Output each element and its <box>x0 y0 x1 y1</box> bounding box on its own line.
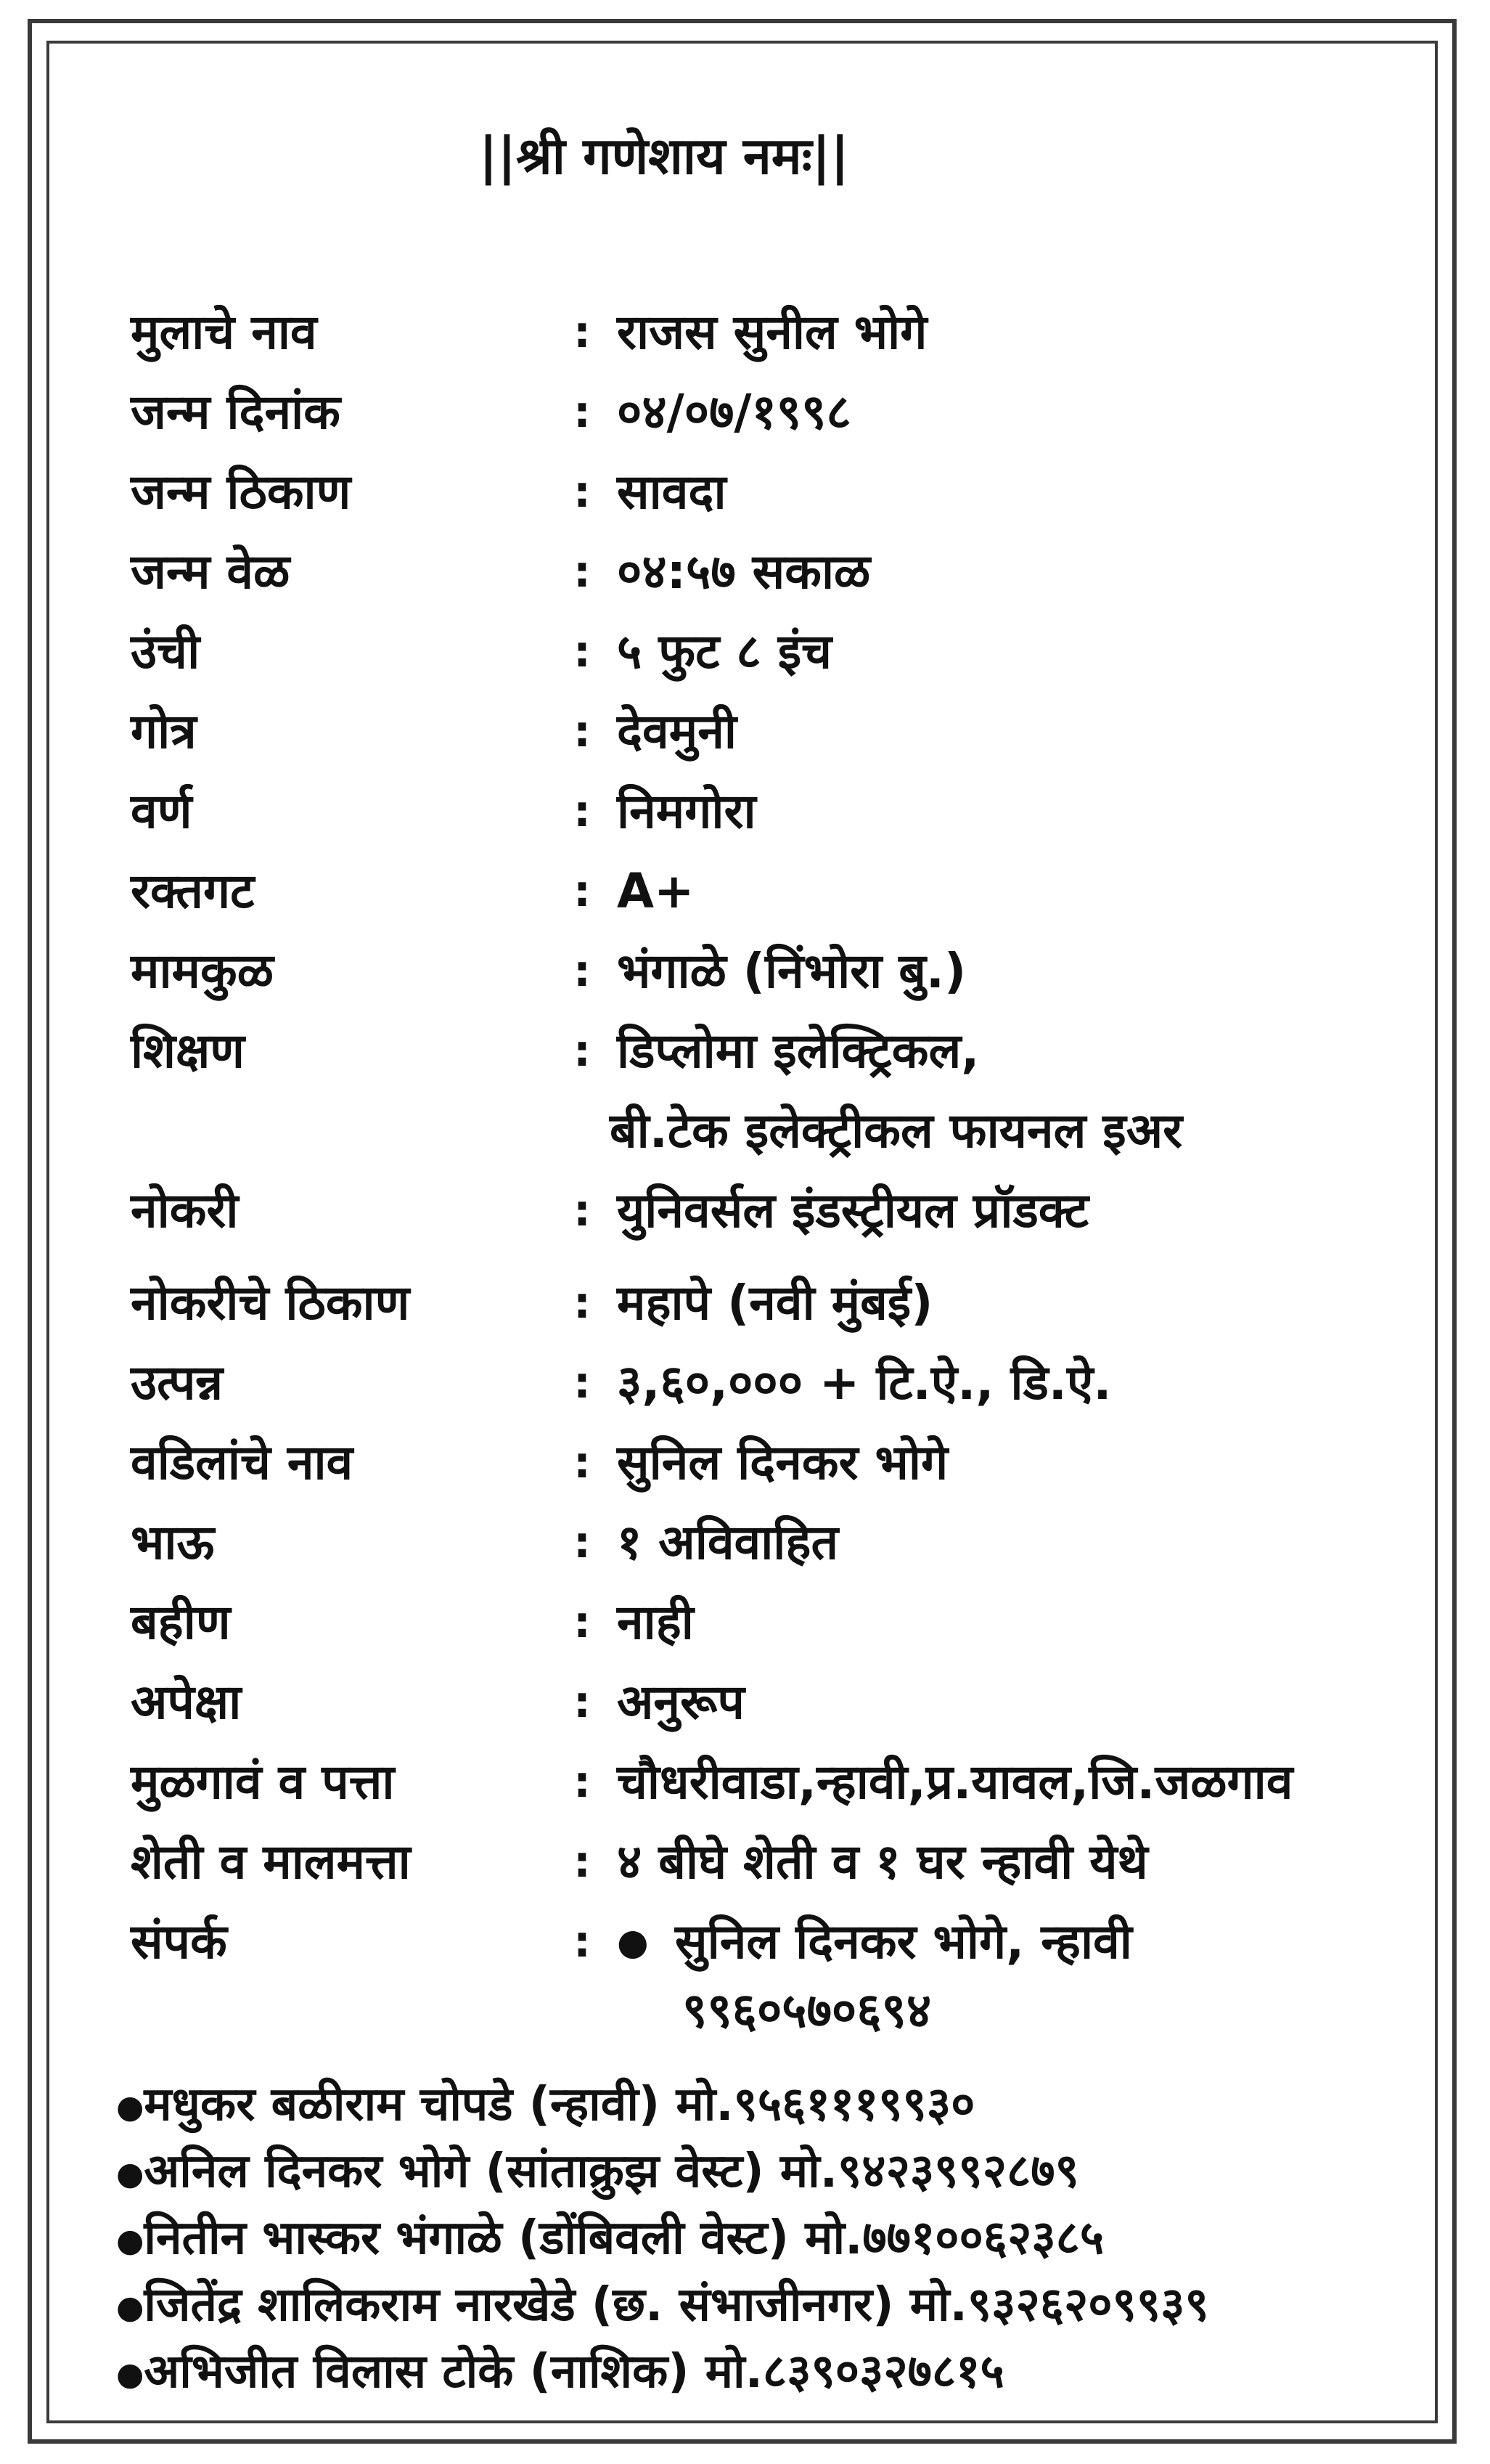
relative-item <box>116 2204 1423 2273</box>
field-row-birth-time <box>0 536 1490 608</box>
field-row-birth-date <box>0 376 1490 449</box>
field-row-property <box>0 1826 1490 1898</box>
field-label: शेती व मालमत्ता <box>131 1834 411 1890</box>
field-colon: : <box>573 866 591 917</box>
field-row-expectation <box>0 1666 1490 1739</box>
field-row-contact <box>0 1906 1490 1978</box>
field-value: ०४/०७/१९९८ <box>617 384 851 440</box>
field-row-sister <box>0 1586 1490 1659</box>
field-value: ४ बीघे शेती व १ घर न्हावी येथे <box>617 1834 1148 1890</box>
field-label: रक्तगट <box>131 863 255 919</box>
field-value: ०४:५७ सकाळ <box>617 544 871 600</box>
field-row-income <box>0 1347 1490 1419</box>
field-label: बहीण <box>131 1594 231 1650</box>
field-value: ५ फुट ८ इंच <box>617 624 832 680</box>
field-value: ३,६०,००० + टि.ऐ., डि.ऐ. <box>617 1355 1112 1411</box>
field-colon: : <box>573 547 591 597</box>
field-value: राजस सुनील भोगे <box>617 304 928 360</box>
field-value: देवमुनी <box>617 703 737 759</box>
field-label: जन्म दिनांक <box>131 384 340 440</box>
field-row-job <box>0 1175 1490 1247</box>
field-value: A+ <box>617 863 695 919</box>
relative-text: मधुकर बळीराम चोपडे (न्हावी) मो.९५६१११९९३० <box>144 2078 975 2131</box>
field-colon: : <box>573 1677 591 1728</box>
field-colon: : <box>573 307 591 358</box>
field-colon: : <box>573 1278 591 1329</box>
field-row-maternal-family <box>0 935 1490 1008</box>
relative-text: जितेंद्र शालिकराम नारखेडे (छ. संभाजीनगर) मो.९३२६२०९९३९ <box>144 2278 1209 2332</box>
field-colon: : <box>573 1517 591 1568</box>
field-row-complexion <box>0 775 1490 848</box>
field-value-continuation: बी.टेक इलेक्ट्रीकल फायनल इअर <box>610 1103 1183 1159</box>
relative-text: नितीन भास्कर भंगाळे (डोंबिवली वेस्ट) मो.७७१००६२३८५ <box>144 2211 1105 2265</box>
field-label: उत्पन्न <box>131 1355 224 1411</box>
contact-phone: ९९६०५७०६९४ <box>682 1983 932 2039</box>
field-value: १ अविवाहित <box>617 1514 839 1570</box>
field-row-blood-group <box>0 855 1490 928</box>
field-label: मामकुळ <box>131 943 274 999</box>
field-value: युनिवर्सल इंडस्ट्रीयल प्रॉडक्ट <box>617 1183 1089 1239</box>
field-row-name <box>0 296 1490 369</box>
field-value: भंगाळे (निंभोरा बु.) <box>617 943 967 999</box>
field-row-job-location <box>0 1267 1490 1339</box>
field-label: भाऊ <box>131 1514 215 1570</box>
field-label: शिक्षण <box>131 1023 245 1079</box>
bullet-icon: ● <box>116 2155 144 2192</box>
field-colon: : <box>573 387 591 438</box>
field-row-brother <box>0 1506 1490 1579</box>
field-row-father-name <box>0 1427 1490 1499</box>
field-colon: : <box>573 1597 591 1648</box>
field-value: अनुरूप <box>617 1674 745 1730</box>
field-colon: : <box>573 627 591 677</box>
field-colon: : <box>573 1026 591 1077</box>
field-colon: : <box>573 467 591 518</box>
field-label: संपर्क <box>131 1914 227 1970</box>
field-row-native-address <box>0 1746 1490 1819</box>
bullet-icon: ● <box>116 2222 144 2259</box>
field-colon: : <box>573 946 591 997</box>
field-colon: : <box>573 1917 591 1967</box>
field-label: गोत्र <box>131 703 197 759</box>
field-value: महापे (नवी मुंबई) <box>617 1275 933 1331</box>
field-value: निमगोरा <box>617 783 756 839</box>
field-label: मुलाचे नाव <box>131 304 317 360</box>
field-row-birth-place <box>0 456 1490 529</box>
field-value: सावदा <box>617 464 726 520</box>
bullet-icon: ● <box>617 1921 649 1963</box>
field-label: मुळगावं व पत्ता <box>131 1754 395 1810</box>
field-row-height <box>0 616 1490 688</box>
relative-text: अभिजीत विलास टोके (नाशिक) मो.८३९०३२७८१५ <box>144 2345 1004 2399</box>
relative-text: अनिल दिनकर भोगे (सांताक्रुझ वेस्ट) मो.९४२३९९२८७९ <box>144 2145 1079 2198</box>
field-label: नोकरी <box>131 1183 239 1239</box>
field-label: जन्म वेळ <box>131 544 290 600</box>
field-colon: : <box>573 786 591 837</box>
field-colon: : <box>573 1437 591 1488</box>
field-colon: : <box>573 1757 591 1808</box>
field-colon: : <box>573 1358 591 1408</box>
field-colon: : <box>573 1837 591 1888</box>
field-value: डिप्लोमा इलेक्ट्रिकल, <box>617 1023 980 1079</box>
field-label: नोकरीचे ठिकाण <box>131 1275 410 1331</box>
page-heading: ||श्री गणेशाय नमः|| <box>479 126 849 186</box>
bullet-icon: ● <box>116 2288 144 2326</box>
field-colon: : <box>573 706 591 757</box>
relative-item <box>116 2137 1423 2206</box>
field-colon: : <box>573 1186 591 1236</box>
relative-item <box>116 2338 1423 2407</box>
relative-item <box>116 2071 1423 2139</box>
field-label: उंची <box>131 624 200 680</box>
field-label: जन्म ठिकाण <box>131 464 351 520</box>
bullet-icon: ● <box>116 2088 144 2126</box>
field-value: चौधरीवाडा,न्हावी,प्र.यावल,जि.जळगाव <box>617 1754 1293 1810</box>
contact-name: सुनिल दिनकर भोगे, न्हावी <box>675 1914 1132 1970</box>
field-label: अपेक्षा <box>131 1674 242 1730</box>
field-value: सुनिल दिनकर भोगे <box>617 1435 949 1490</box>
field-label: वर्ण <box>131 783 192 839</box>
field-label: वडिलांचे नाव <box>131 1435 353 1490</box>
field-row-education <box>0 1015 1490 1088</box>
bullet-icon: ● <box>116 2355 144 2393</box>
field-value: नाही <box>617 1594 694 1650</box>
field-row-gotra <box>0 695 1490 768</box>
relative-item <box>116 2271 1423 2340</box>
